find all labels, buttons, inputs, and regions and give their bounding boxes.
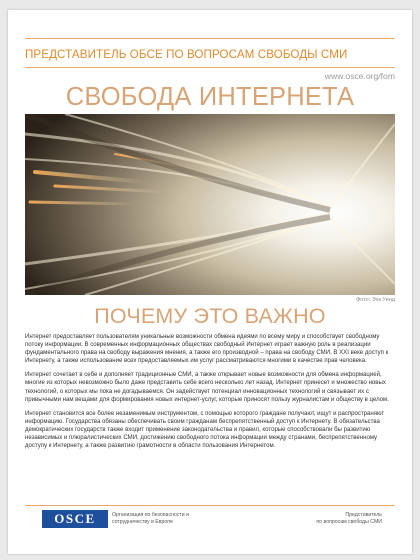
hero-image [25,114,395,295]
footer-org-line-1: Организация по безопасности и [112,512,189,518]
poster-page [8,10,412,554]
paragraph-2: Интернет сочетает в себе и дополняет традиционные СМИ, а также открывает новые возможности для обмена информацией, многие из которых невозможно было даже представить себе всего несколько лет назад. Интернет принесет и множество новых технологий, о которых мы пока не догадываемся. Он задействует потенциал инновационных технологий и связывает их с привычными нам вещами для формирования новых интернет-услуг, которые приносят пользу журналистам и обществу в целом. [25,372,389,403]
website-url[interactable]: www.osce.org/fom [324,71,395,81]
footer-representative [272,512,382,526]
footer-rep-line-1: Представитель [345,512,382,518]
top-band [8,10,412,40]
top-rule [25,38,395,39]
section-title: ПОЧЕМУ ЭТО ВАЖНО [94,304,326,328]
footer-rule [25,505,395,506]
tunnel-light-photo [25,114,395,295]
paragraph-3: Интернет становится все более незаменимым инструментом, с помощью которого граждане получают, ищут и распространяют информацию. Государства обязаны обеспечивать своим гражданам беспрепятственный доступ к Интернету. В обязательства демократических государств также входит применение законодательства и правил, которые способствовали бы развитию независимых и плюралистических СМИ, достижению свободного потока информации между странами, беспрепятственному доступу к Интернету, а также развитию грамотности в области пользования Интернетом. [25,410,385,450]
osce-logo [42,510,108,528]
osce-logo-text: OSCE [54,511,96,526]
photo-credit: Фото: Эхк Уинд [356,297,395,303]
footer-organization [112,512,222,526]
main-title: СВОБОДА ИНТЕРНЕТА [65,83,355,111]
paragraph-1: Интернет предоставляет пользователям уникальные возможности обмена идеями по всему миру и способствует свободному потоку информации. В современных информационных обществах свободный Интернет играет важную роль в реализации фундаментального права на свободу выражения мнения, а также его производной – права на свободу СМИ. В XXI веке доступ к Интернету, а также использование всех предоставляемых им услуг рассматриваются многими в качестве прав человека. [25,334,389,365]
title-rule [25,67,395,68]
footer-rep-line-2: по вопросам свободы СМИ [316,518,382,525]
footer-org-line-2: сотрудничеству в Европе [112,518,173,525]
body-text [25,333,389,456]
org-title: ПРЕДСТАВИТЕЛЬ ОБСЕ ПО ВОПРОСАМ СВОБОДЫ СМИ [25,48,348,61]
